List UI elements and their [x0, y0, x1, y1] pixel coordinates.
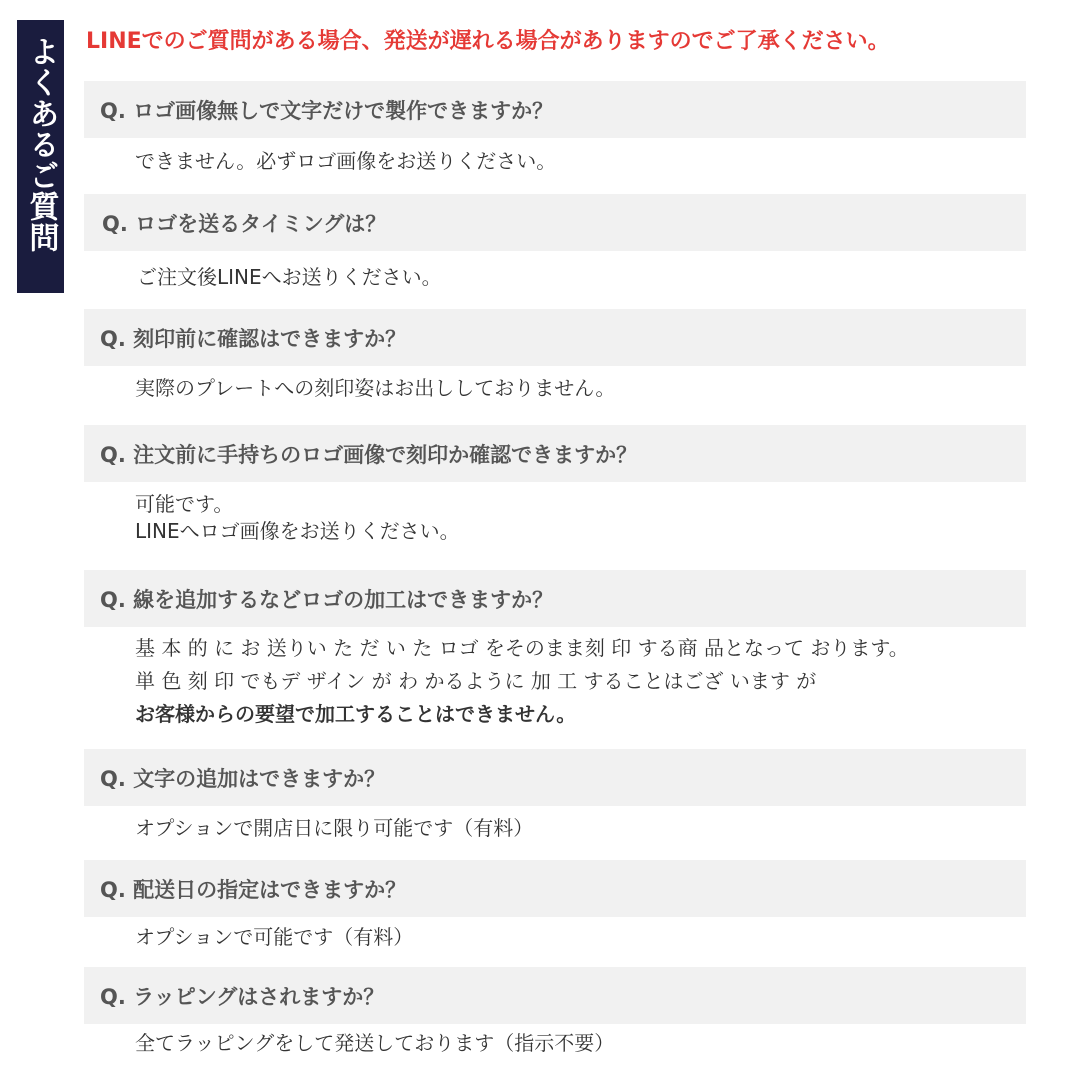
faq-answer-line: 単 色 刻 印 でもデ ザイン が わ かるように 加 工 することはござ います が	[135, 669, 817, 693]
faq-question: Q. 注文前に手持ちのロゴ画像で刻印か確認できますか？	[100, 442, 638, 467]
faq-answer-line: 基 本 的 に お 送りい た だ い た ロゴ をそのまま刻 印 する商 品となって おります。	[135, 636, 909, 660]
faq-answer-line: 可能です。	[135, 492, 234, 516]
faq-answer-line: できません。必ずロゴ画像をお送りください。	[135, 149, 557, 173]
faq-question: Q. 線を追加するなどロゴの加工はできますか？	[100, 587, 554, 612]
faq-question: Q. 刻印前に確認はできますか？	[100, 326, 407, 351]
faq-question-bar	[84, 749, 1026, 806]
faq-question: Q. ロゴを送るタイミングは？	[102, 211, 387, 236]
faq-question-bar	[84, 194, 1026, 251]
faq-answer	[135, 372, 615, 405]
faq-side-tab	[17, 20, 64, 293]
faq-question-bar	[84, 570, 1026, 627]
faq-question: Q. 文字の追加はできますか？	[100, 766, 386, 791]
faq-question-bar	[84, 81, 1026, 138]
faq-answer	[135, 812, 533, 845]
faq-question: Q. 配送日の指定はできますか？	[100, 877, 407, 902]
faq-question-bar	[84, 967, 1026, 1024]
faq-question: Q. ロゴ画像無しで文字だけで製作できますか？	[100, 98, 554, 123]
faq-side-tab-label: よくあるご質問	[23, 36, 59, 253]
faq-answer-line: 全てラッピングをして発送しております（指示不要）	[135, 1031, 615, 1055]
faq-answer-line: オプションで可能です（有料）	[135, 925, 414, 949]
faq-answer	[135, 145, 556, 178]
faq-answer	[135, 491, 460, 545]
faq-question-bar	[84, 309, 1026, 366]
faq-answer-line-bold: お客様からの要望で加工することはできません。	[135, 702, 577, 726]
faq-answer-line: LINEへロゴ画像をお送りください。	[135, 519, 460, 543]
faq-answer	[135, 1027, 614, 1060]
faq-answer-line: 実際のプレートへの刻印姿はお出ししておりません。	[135, 376, 616, 400]
faq-answer	[135, 632, 909, 731]
faq-answer	[135, 921, 413, 954]
faq-answer-line: ご注文後LINEへお送りください。	[137, 265, 442, 289]
faq-question: Q. ラッピングはされますか？	[100, 984, 385, 1009]
faq-answer	[137, 261, 442, 294]
line-notice: LINEでのご質問がある場合、発送が遅れる場合がありますのでご了承ください。	[86, 29, 890, 54]
faq-answer-line: オプションで開店日に限り可能です（有料）	[135, 816, 534, 840]
faq-question-bar	[84, 860, 1026, 917]
faq-question-bar	[84, 425, 1026, 482]
